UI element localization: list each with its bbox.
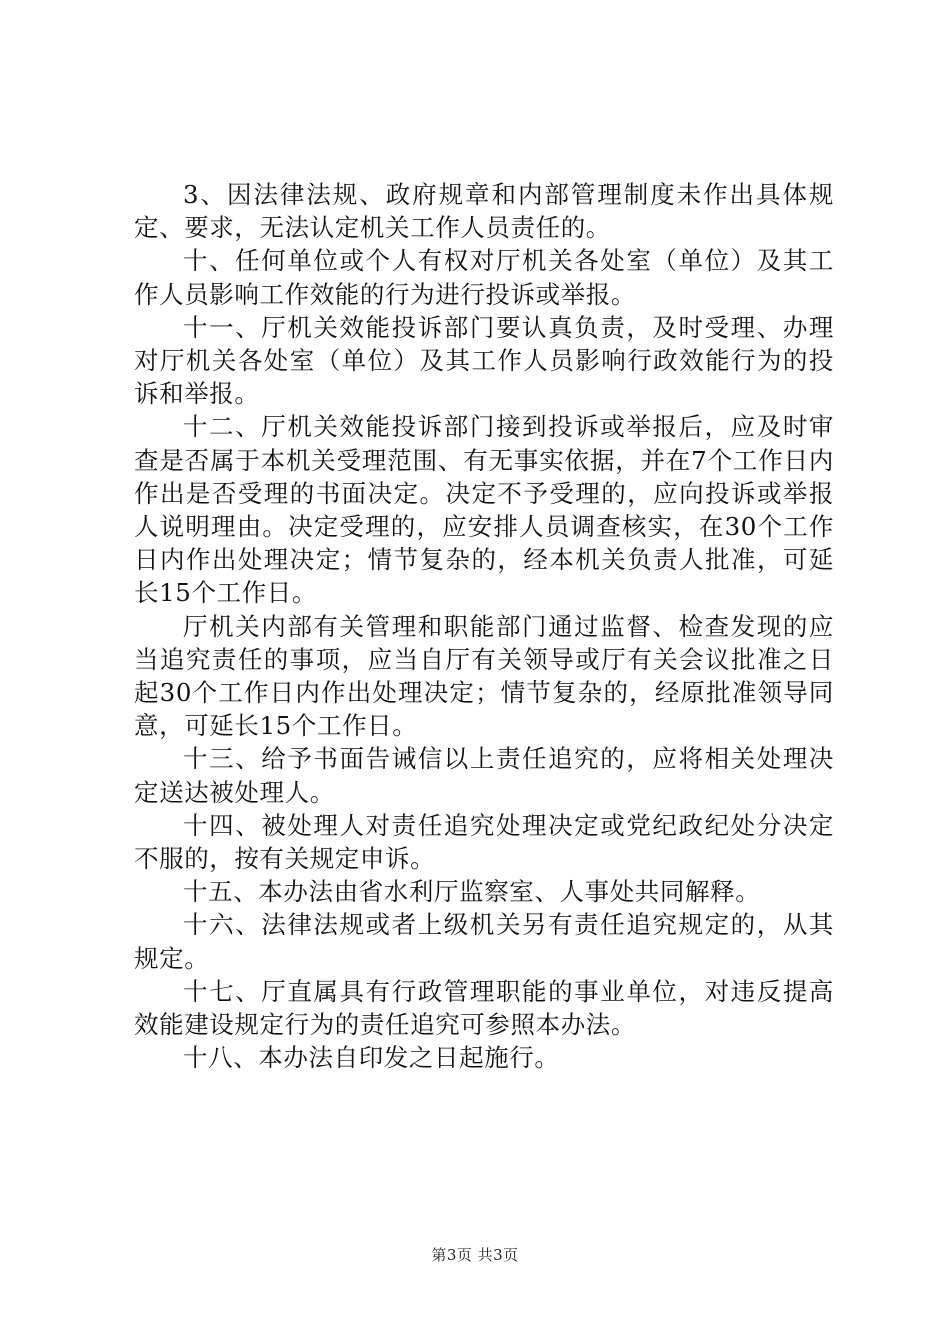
- paragraph-article-12-supplement: 厅机关内部有关管理和职能部门通过监督、检查发现的应当追究责任的事项，应当自厅有关领导或厅有关会议批准之日起30个工作日内作出处理决定；情节复杂的，经原批准领导同意，可延长15个工作日。: [134, 611, 834, 741]
- paragraph-article-10: 十、任何单位或个人有权对厅机关各处室（单位）及其工作人员影响工作效能的行为进行投诉或举报。: [134, 246, 834, 309]
- page-footer: [0, 1244, 950, 1265]
- paragraph-article-11: 十一、厅机关效能投诉部门要认真负责，及时受理、办理对厅机关各处室（单位）及其工作人员影响行政效能行为的投诉和举报。: [134, 312, 834, 409]
- paragraph-article-15: 十五、本办法由省水利厅监察室、人事处共同解释。: [183, 877, 761, 907]
- paragraph-article-13: 十三、给予书面告诫信以上责任追究的，应将相关处理决定送达被处理人。: [134, 744, 834, 807]
- paragraph-article-16: 十六、法律法规或者上级机关另有责任追究规定的，从其规定。: [134, 910, 834, 973]
- paragraph-article-17: 十七、厅直属具有行政管理职能的事业单位，对违反提高效能建设规定行为的责任追究可参照本办法。: [134, 976, 834, 1040]
- document-body: [134, 178, 834, 1074]
- page-number-label: 第3页 共3页: [431, 1246, 519, 1264]
- paragraph-article-14: 十四、被处理人对责任追究处理决定或党纪政纪处分决定不服的，按有关规定申诉。: [134, 810, 834, 874]
- paragraph-article-12: 十二、厅机关效能投诉部门接到投诉或举报后，应及时审查是否属于本机关受理范围、有无事实依据，并在7个工作日内作出是否受理的书面决定。决定不予受理的，应向投诉或举报人说明理由。决定受理的，应安排人员调查核实，在30个工作日内作出处理决定；情节复杂的，经本机关负责人批准，可延长15个工作日。: [134, 412, 834, 608]
- paragraph-clause-3: 3、因法律法规、政府规章和内部管理制度未作出具体规定、要求，无法认定机关工作人员责任的。: [134, 180, 834, 243]
- paragraph-article-18: 十八、本办法自印发之日起施行。: [183, 1043, 560, 1073]
